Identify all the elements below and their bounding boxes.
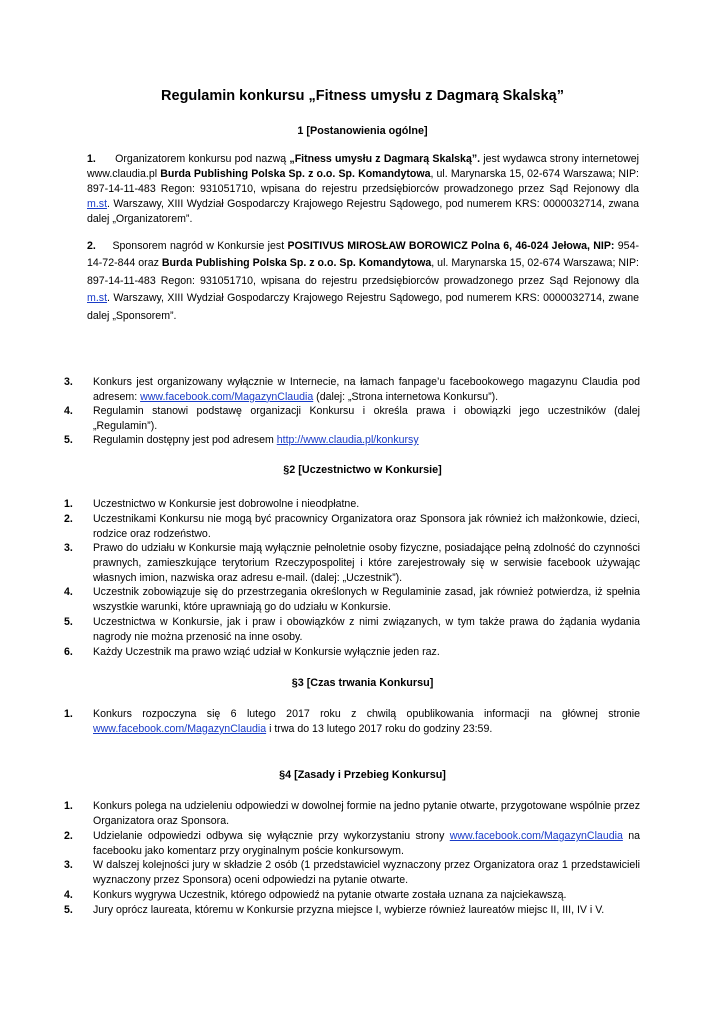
paragraph-1 [87,152,639,227]
item-text: Jury oprócz laureata, któremu w Konkursie przyzna miejsce I, wybierze również laureatów miejsc II, III, IV i V. [93,904,605,916]
text: . Warszawy, XIII Wydział Gospodarczy Krajowego Rejestru Sądowego, pod numerem KRS: 0000032714, zwana dalej „Organizatorem”. [87,198,639,225]
item-text: Regulamin dostępny jest pod adresem [93,434,277,446]
item-number: 5. [64,904,73,916]
item-number: 2. [64,830,73,842]
section-3-heading: §3 [Czas trwania Konkursu] [291,677,434,689]
item-number: 3. [64,542,73,554]
list-item [64,645,640,660]
mst-link[interactable]: m.st [87,198,108,210]
facebook-link[interactable]: www.facebook.com/MagazynClaudia [140,390,314,403]
company-name: Burda Publishing Polska Sp. z o.o. Sp. Komandytowa [161,257,432,270]
list-item [64,585,640,615]
item-text: Uczestnictwo w Konkursie jest dobrowolne i nieodpłatne. [93,498,360,510]
item-text: Konkurs polega na udzieleniu odpowiedzi w dowolnej formie na jedno pytanie otwarte, przygotowane wspólnie przez Organizatora oraz Sponsora. [93,800,640,827]
item-text: (dalej: „Strona internetowa Konkursu”). [313,390,499,403]
item-text: Konkurs wygrywa Uczestnik, którego odpowiedź na pytanie otwarte została uznana za najciekawszą. [93,889,567,901]
item-text: Udzielanie odpowiedzi odbywa się wyłącznie przy wykorzystaniu strony [93,830,450,842]
item-text: Prawo do udziału w Konkursie mają wyłącznie pełnoletnie osoby fizyczne, posiadające pełną zdolność do czynności prawnych, zamieszkujące terytorium Rzeczypospolitej i które zarejestrowały się w serwisie facebook używając własnych imion, nazwiska oraz adresu e-mail. (dalej: „Uczestnik”). [93,542,640,584]
list-item [64,433,640,448]
item-number: 4. [64,405,73,417]
item-text: Uczestnik zobowiązuje się do przestrzegania określonych w Regulaminie zasad, jak również potwierdza, iż spełnia wszystkie warunki, które uprawniają go do udziału w Konkursie. [93,586,640,613]
list-item [64,888,640,903]
item-text: Uczestnictwa w Konkursie, jak i praw i obowiązków z nimi związanych, w tym także prawa do żądania wydania nagrody nie można przenosić na inne osoby. [93,616,640,643]
list-item [64,799,640,829]
contest-name: „Fitness umysłu z Dagmarą Skalską”. [289,153,481,165]
paragraph-2 [87,238,639,325]
item-number: 4. [64,586,73,598]
item-text: Regulamin stanowi podstawę organizacji Konkursu i określa prawa i obowiązki jego uczestników (dalej „Regulamin”). [93,405,640,432]
item-number: 3. [64,859,73,871]
list-item [64,497,640,512]
section-1-heading: 1 [Postanowienia ogólne] [297,125,428,137]
mst-link[interactable]: m.st [87,292,108,305]
item-text: na facebooku jako komentarz przy oryginalnym poście konkursowym. [93,830,641,857]
text: , ul. Marynarska 15, 02-674 Warszawa; NIP: 897-14-11-483 Regon: 931051710, wpisana do rejestru przedsiębiorców prowadzonego przez Sąd Rejonowy dla [87,168,639,195]
item-text: Każdy Uczestnik ma prawo wziąć udział w Konkursie wyłącznie jeden raz. [93,646,440,658]
sponsor-name: POSITIVUS MIROSŁAW BOROWICZ Polna 6, 46-024 Jełowa, NIP: [287,240,615,252]
section-2-heading: §2 [Uczestnictwo w Konkursie] [283,464,442,476]
item-number: 5. [64,434,73,446]
text: jest wydawca strony internetowej www.claudia.pl [87,153,639,180]
item-text: i trwa do 13 lutego 2017 roku do godziny 23:59. [266,722,493,735]
list-item [64,615,640,645]
item-text: Konkurs jest organizowany wyłącznie w Internecie, na łamach fanpage’u facebookowego magazynu Claudia pod adresem: [93,376,640,403]
facebook-link[interactable]: www.facebook.com/MagazynClaudia [93,722,267,735]
paragraph-number: 2. [87,240,96,252]
list-item [64,375,640,405]
item-text: W dalszej kolejności jury w składzie 2 osób (1 przedstawiciel wyznaczony przez Organizatora oraz 1 przedstawicieli wyznaczony przez Sponsora) oceni odpowiedzi na pytanie otwarte. [93,859,640,886]
facebook-link[interactable]: www.facebook.com/MagazynClaudia [449,830,623,842]
paragraph-number: 1. [87,153,96,165]
item-number: 6. [64,646,73,658]
text: 954-14-72-844 oraz [87,240,639,270]
item-number: 1. [64,498,73,510]
text: , ul. Marynarska 15, 02-674 Warszawa; NIP: 897-14-11-483 Regon: 931051710, wpisana do rejestru przedsiębiorców prowadzonego przez Sąd Rejonowy dla [87,257,639,287]
text: . Warszawy, XIII Wydział Gospodarczy Krajowego Rejestru Sądowego, pod numerem KRS: 0000032714, zwane dalej „Sponsorem”. [87,292,639,322]
item-text: Konkurs rozpoczyna się 6 lutego 2017 roku z chwilą opublikowania informacji na głównej stronie [93,708,640,720]
list-item [64,858,640,888]
text: Sponsorem nagród w Konkursie jest [112,240,288,252]
company-name: Burda Publishing Polska Sp. z o.o. Sp. Komandytowa [160,168,431,180]
list-item [64,707,640,737]
text: Organizatorem konkursu pod nazwą [115,153,290,165]
list-item [64,903,640,918]
list-item [64,829,640,859]
item-number: 2. [64,513,73,525]
rules-link[interactable]: http://www.claudia.pl/konkursy [276,434,419,446]
section-4-heading: §4 [Zasady i Przebieg Konkursu] [279,769,446,781]
item-number: 5. [64,616,73,628]
document-title: Regulamin konkursu „Fitness umysłu z Dagmarą Skalską” [161,88,564,104]
item-number: 1. [64,708,73,720]
list-item [64,512,640,542]
item-number: 1. [64,800,73,812]
item-text: Uczestnikami Konkursu nie mogą być pracownicy Organizatora oraz Sponsora jak również ich małżonkowie, dzieci, rodzice oraz rodzeństwo. [93,513,640,540]
item-number: 3. [64,376,73,388]
list-item [64,404,640,434]
list-item [64,541,640,585]
item-number: 4. [64,889,73,901]
